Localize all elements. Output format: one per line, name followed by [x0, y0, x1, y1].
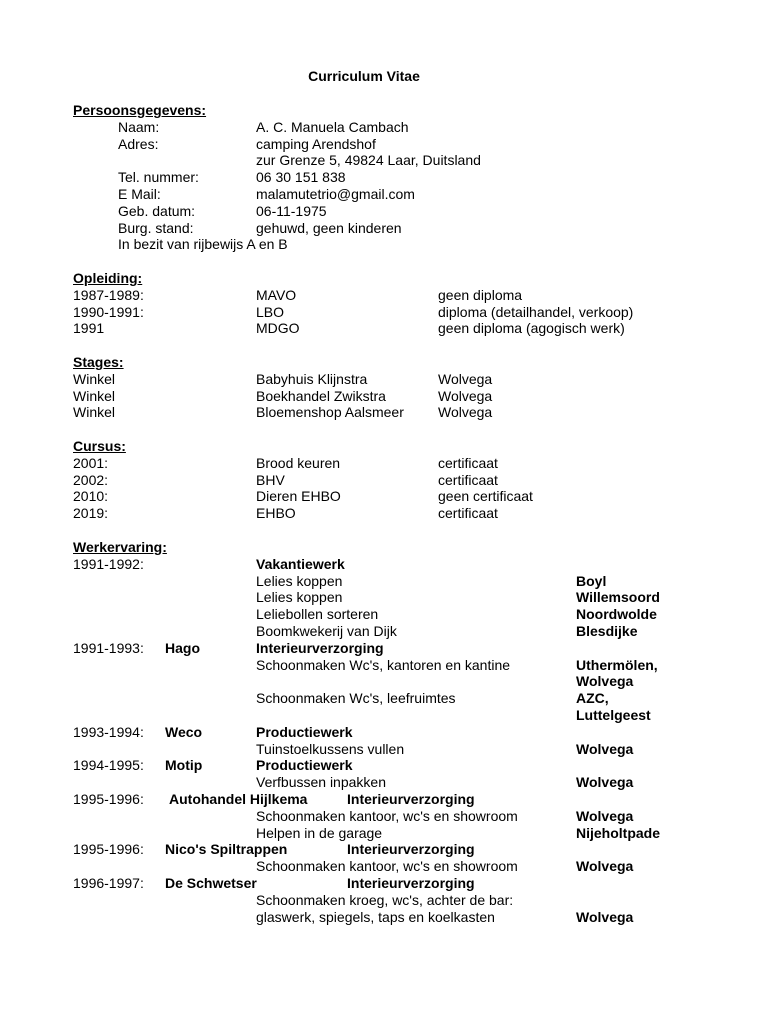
type: Winkel [73, 387, 116, 404]
employer: Autohandel Hijlkema [169, 790, 308, 807]
place: Wolvega [438, 404, 493, 421]
personal-row-civil-status [73, 220, 728, 237]
label: Naam: [118, 118, 160, 135]
category: Productiewerk [256, 723, 353, 740]
place: Uthermölen, [576, 656, 658, 673]
work-row [73, 841, 728, 858]
place: Nijeholtpade [576, 824, 661, 841]
result: diploma (detailhandel, verkoop) [438, 303, 634, 320]
result: geen certificaat [438, 488, 533, 505]
internship-row [73, 371, 728, 388]
task: Verfbussen inpakken [256, 774, 386, 791]
work-heading: Werkervaring: [73, 539, 167, 555]
result: certificaat [438, 471, 498, 488]
personal-row-name [73, 119, 728, 136]
education-row [73, 320, 728, 337]
courses-heading: Cursus: [73, 438, 126, 454]
place: Luttelgeest [576, 706, 651, 723]
label: Burg. stand: [118, 219, 194, 236]
work-row [73, 892, 728, 909]
place: Wolvega [576, 908, 634, 925]
period: 1994-1995: [73, 757, 144, 774]
employer: Motip [165, 757, 203, 774]
education-section [73, 270, 728, 337]
place: Willemsoord [576, 589, 660, 606]
label: E Mail: [118, 185, 161, 202]
work-row [73, 724, 728, 741]
place: Wolvega [576, 807, 634, 824]
year: 2019: [73, 505, 109, 522]
work-row [73, 589, 728, 606]
category: Interieurverzorging [347, 874, 475, 891]
company: Bloemenshop Aalsmeer [256, 404, 404, 421]
license-text: In bezit van rijbewijs A en B [118, 236, 288, 253]
task: Schoonmaken Wc's, leefruimtes [256, 690, 456, 707]
work-row [73, 825, 728, 842]
courses-section [73, 438, 728, 522]
place: Boyl [576, 572, 607, 589]
task: Tuinstoelkussens vullen [256, 740, 405, 757]
category: Vakantiewerk [256, 555, 345, 572]
type: Winkel [73, 370, 116, 387]
label: Geb. datum: [118, 202, 196, 219]
personal-row-birthdate [73, 203, 728, 220]
value: 06 30 151 838 [256, 169, 346, 186]
work-row [73, 640, 728, 657]
task: Boomkwekerij van Dijk [256, 622, 397, 639]
education-heading: Opleiding: [73, 270, 143, 286]
place: Wolvega [576, 774, 634, 791]
company: Babyhuis Klijnstra [256, 370, 368, 387]
result: certificaat [438, 454, 498, 471]
course-row [73, 505, 728, 522]
category: Productiewerk [256, 757, 353, 774]
place: Wolvega [576, 858, 634, 875]
personal-row-address-2 [73, 152, 728, 169]
work-row [73, 909, 728, 926]
task: Schoonmaken kroeg, wc's, achter de bar: [256, 891, 514, 908]
period: 1990-1991: [73, 303, 144, 320]
company: Boekhandel Zwikstra [256, 387, 386, 404]
work-row [73, 858, 728, 875]
place: Wolvega [576, 740, 634, 757]
result: certificaat [438, 505, 498, 522]
employer: Hago [165, 639, 200, 656]
work-row [73, 606, 728, 623]
education-row [73, 287, 728, 304]
category: Interieurverzorging [347, 790, 475, 807]
category: Interieurverzorging [256, 639, 384, 656]
place: Noordwolde [576, 606, 657, 623]
value: A. C. Manuela Cambach [256, 118, 409, 135]
year: 2001: [73, 454, 109, 471]
value: gehuwd, geen kinderen [256, 219, 402, 236]
course: BHV [256, 471, 285, 488]
value: camping Arendshof [256, 135, 376, 152]
school: LBO [256, 303, 285, 320]
personal-heading: Persoonsgegevens: [73, 102, 207, 118]
work-row [73, 791, 728, 808]
task: Lelies koppen [256, 572, 343, 589]
employer: Weco [165, 723, 203, 740]
period: 1996-1997: [73, 874, 144, 891]
task: Lelies koppen [256, 589, 343, 606]
place: Wolvega [438, 370, 493, 387]
work-row [73, 673, 728, 690]
task: Schoonmaken kantoor, wc's en showroom [256, 858, 518, 875]
year: 2002: [73, 471, 109, 488]
work-row [73, 808, 728, 825]
internship-row [73, 404, 728, 421]
work-row [73, 707, 728, 724]
internships-heading: Stages: [73, 354, 124, 370]
result: geen diploma [438, 286, 523, 303]
course: Dieren EHBO [256, 488, 341, 505]
task: Schoonmaken Wc's, kantoren en kantine [256, 656, 511, 673]
work-row [73, 657, 728, 674]
task: Helpen in de garage [256, 824, 383, 841]
place: Wolvega [438, 387, 493, 404]
period: 1995-1996: [73, 790, 144, 807]
course-row [73, 472, 728, 489]
period: 1991-1992: [73, 555, 144, 572]
course-row [73, 455, 728, 472]
school: MAVO [256, 286, 297, 303]
label: Adres: [118, 135, 159, 152]
internship-row [73, 388, 728, 405]
personal-row-license [73, 236, 728, 253]
category: Interieurverzorging [347, 841, 475, 858]
personal-row-email [73, 186, 728, 203]
period: 1991 [73, 320, 105, 337]
work-row [73, 623, 728, 640]
task: glaswerk, spiegels, taps en koelkasten [256, 908, 495, 925]
period: 1995-1996: [73, 841, 144, 858]
value: malamutetrio@gmail.com [256, 185, 415, 202]
type: Winkel [73, 404, 116, 421]
employer: De Schwetser [165, 874, 257, 891]
place: AZC, [576, 690, 609, 707]
value: 06-11-1975 [256, 202, 327, 219]
period: 1993-1994: [73, 723, 144, 740]
course-row [73, 488, 728, 505]
education-row [73, 304, 728, 321]
work-row [73, 573, 728, 590]
course: Brood keuren [256, 454, 341, 471]
personal-row-address [73, 136, 728, 153]
employer: Nico's Spiltrappen [165, 841, 288, 858]
task: Leliebollen sorteren [256, 606, 379, 623]
period: 1991-1993: [73, 639, 144, 656]
place: Blesdijke [576, 622, 638, 639]
school: MDGO [256, 320, 300, 337]
task: Schoonmaken kantoor, wc's en showroom [256, 807, 518, 824]
work-row [73, 774, 728, 791]
period: 1987-1989: [73, 286, 144, 303]
result: geen diploma (agogisch werk) [438, 320, 625, 337]
work-section [73, 539, 728, 925]
work-row [73, 741, 728, 758]
place: Wolvega [576, 673, 634, 690]
work-row [73, 875, 728, 892]
course: EHBO [256, 505, 296, 522]
work-row [73, 690, 728, 707]
work-row [73, 556, 728, 573]
personal-section [73, 102, 728, 253]
internships-section [73, 354, 728, 421]
label: Tel. nummer: [118, 169, 199, 186]
work-row [73, 757, 728, 774]
personal-row-phone [73, 169, 728, 186]
value: zur Grenze 5, 49824 Laar, Duitsland [256, 152, 481, 169]
document-title: Curriculum Vitae [308, 68, 420, 84]
year: 2010: [73, 488, 109, 505]
